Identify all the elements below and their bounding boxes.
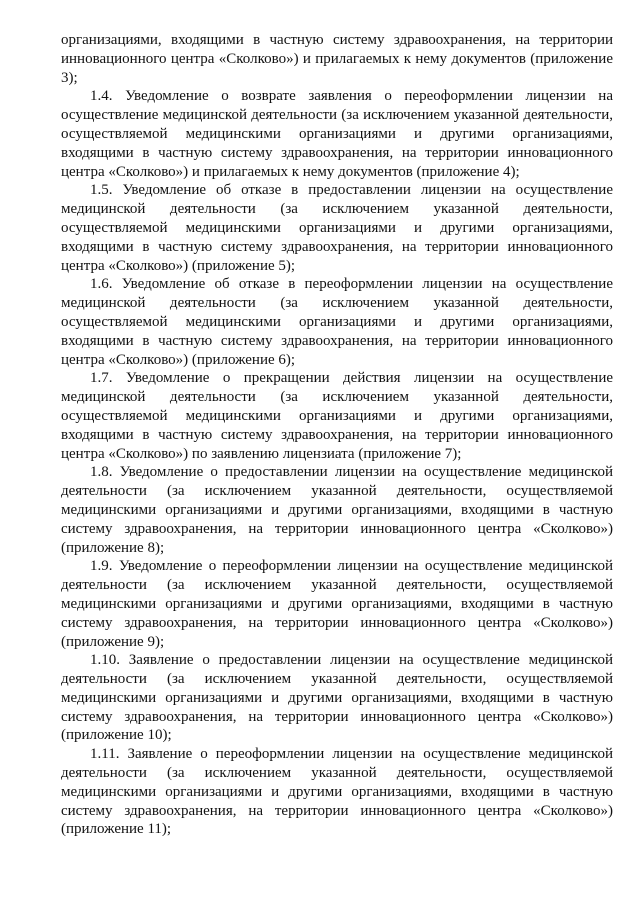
paragraph-item-1-11: 1.11. Заявление о переоформлении лицензии на осуществление медицинской деятельности (за исключением указанной деятельности, осуществляемой медицинскими организациями и другими организациями, входящими в частную систему здравоохранения, на территории инновационного центра «Сколково») (приложение 11); — [61, 746, 613, 838]
paragraph-item-1-4: 1.4. Уведомление о возврате заявления о переоформлении лицензии на осуществление медицинской деятельности (за исключением указанной деятельности, осуществляемой медицинскими организациями и другими организациями, входящими в частную систему здравоохранения, на территории инновационного центра «Сколково») и прилагаемых к нему документов (приложение 4); — [61, 88, 613, 180]
paragraph-item-1-6: 1.6. Уведомление об отказе в переоформлении лицензии на осуществление медицинской деятельности (за исключением указанной деятельности, осуществляемой медицинскими организациями и другими организациями, входящими в частную систему здравоохранения, на территории инновационного центра «Сколково») (приложение 6); — [61, 276, 613, 368]
paragraph-intro-continuation: организациями, входящими в частную систему здравоохранения, на территории инновационного центра «Сколково») и прилагаемых к нему документов (приложение 3); — [61, 32, 613, 86]
paragraph-item-1-10: 1.10. Заявление о предоставлении лицензии на осуществление медицинской деятельности (за исключением указанной деятельности, осуществляемой медицинскими организациями и другими организациями, входящими в частную систему здравоохранения, на территории инновационного центра «Сколково») (приложение 10); — [61, 652, 613, 744]
paragraph-item-1-9: 1.9. Уведомление о переоформлении лицензии на осуществление медицинской деятельности (за исключением указанной деятельности, осуществляемой медицинскими организациями и другими организациями, входящими в частную систему здравоохранения, на территории инновационного центра «Сколково») (приложение 9); — [61, 558, 613, 650]
paragraph-item-1-8: 1.8. Уведомление о предоставлении лицензии на осуществление медицинской деятельности (за исключением указанной деятельности, осуществляемой медицинскими организациями и другими организациями, входящими в частную систему здравоохранения, на территории инновационного центра «Сколково») (приложение 8); — [61, 464, 613, 556]
document-page — [61, 31, 613, 839]
paragraph-item-1-7: 1.7. Уведомление о прекращении действия лицензии на осуществление медицинской деятельности (за исключением указанной деятельности, осуществляемой медицинскими организациями и другими организациями, входящими в частную систему здравоохранения, на территории инновационного центра «Сколково») по заявлению лицензиата (приложение 7); — [61, 370, 613, 462]
paragraph-item-1-5: 1.5. Уведомление об отказе в предоставлении лицензии на осуществление медицинской деятельности (за исключением указанной деятельности, осуществляемой медицинскими организациями и другими организациями, входящими в частную систему здравоохранения, на территории инновационного центра «Сколково») (приложение 5); — [61, 182, 613, 274]
